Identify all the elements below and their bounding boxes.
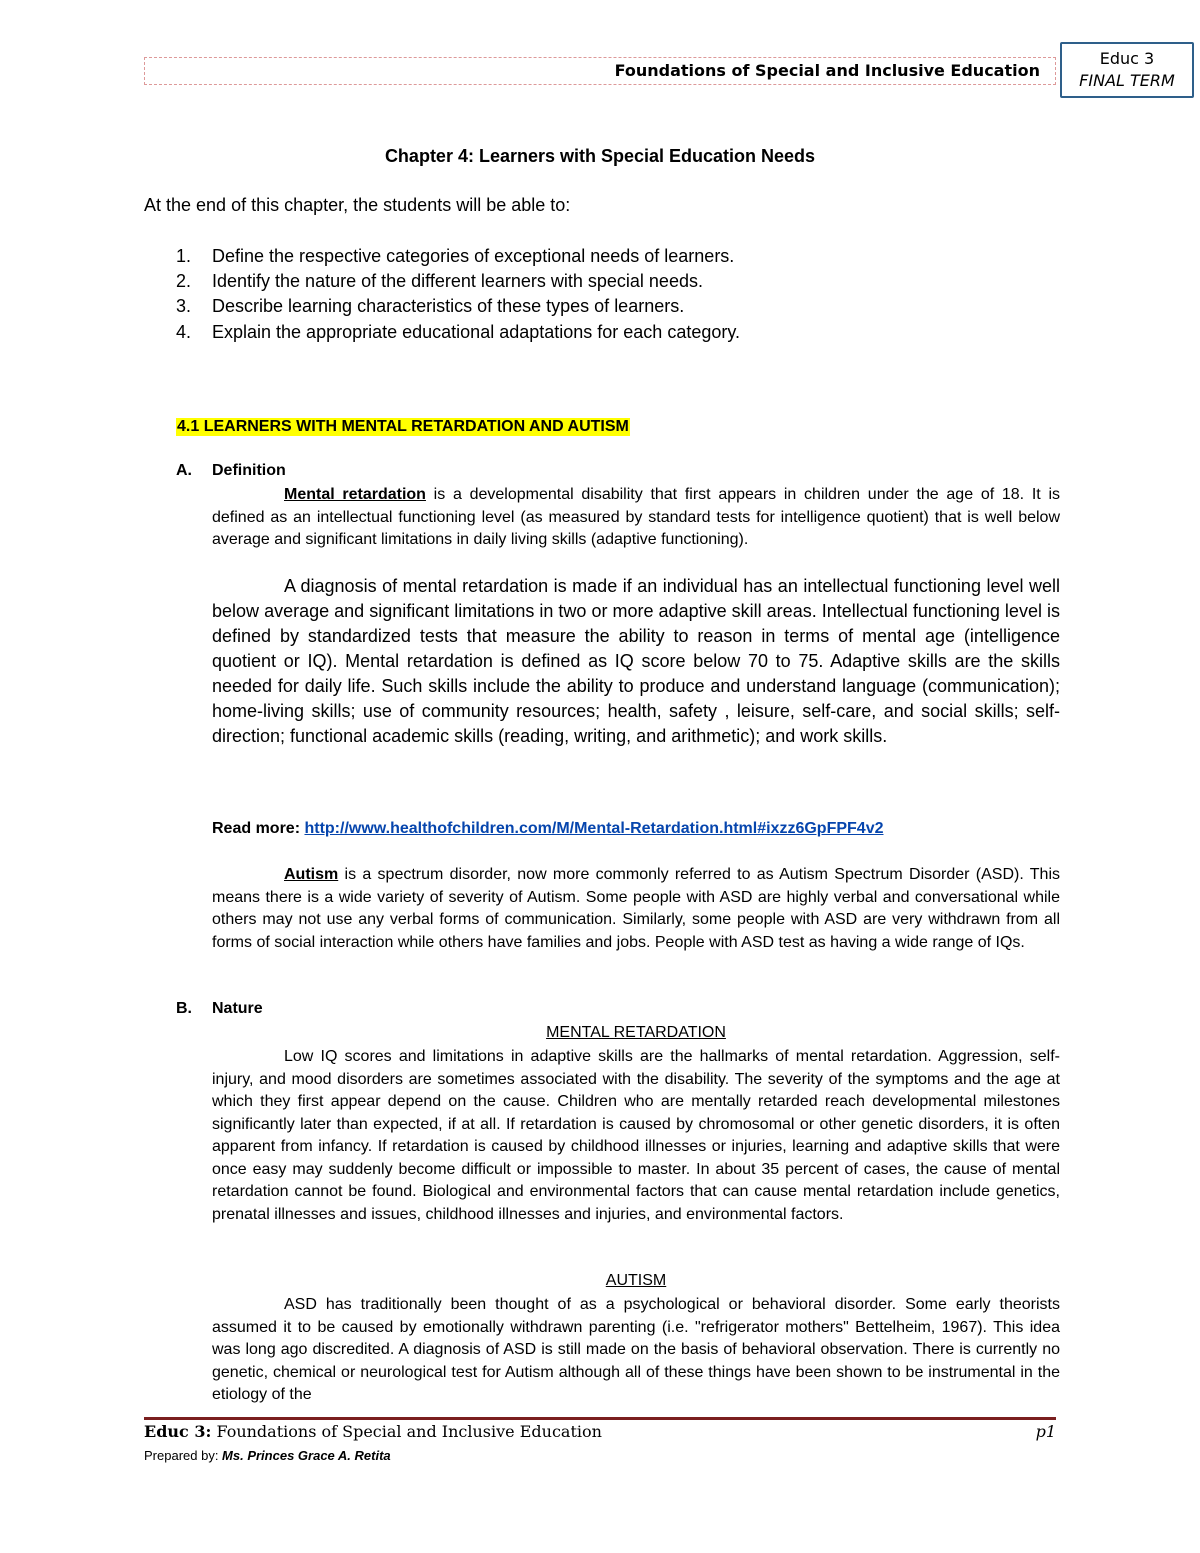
course-tag-term: FINAL TERM: [1079, 71, 1175, 90]
footer-course-title: Foundations of Special and Inclusive Education: [211, 1422, 602, 1441]
term-mental-retardation: Mental retardation: [284, 486, 426, 503]
objective-item: [176, 296, 684, 317]
footer-prepared: [144, 1448, 391, 1463]
definition-paragraph: [212, 484, 1060, 552]
footer-course: [144, 1422, 602, 1441]
chapter-title: Chapter 4: Learners with Special Education Needs: [384, 146, 816, 166]
objective-item: [176, 246, 734, 267]
objective-text: Define the respective categories of exceptional needs of learners.: [212, 246, 735, 266]
subsection-definition: [176, 462, 286, 480]
prepared-name: Ms. Princes Grace A. Retita: [222, 1448, 391, 1463]
header-title: Foundations of Special and Inclusive Education: [614, 61, 1040, 80]
intro-text: At the end of this chapter, the students will be able to:: [144, 195, 571, 215]
objective-number: 3.: [176, 296, 192, 316]
course-tag-code: Educ 3: [1099, 49, 1155, 68]
objective-text: Describe learning characteristics of these types of learners.: [212, 296, 685, 316]
page-number: p1: [1035, 1422, 1056, 1441]
objective-item: [176, 271, 703, 292]
prepared-label: Prepared by:: [144, 1448, 223, 1463]
read-more-link[interactable]: http://www.healthofchildren.com/M/Mental-Retardation.html#ixzz6GpFPF4v2: [304, 820, 884, 837]
autism-nature: ASD has traditionally been thought of as a psychological or behavioral disorder. Some early theorists assumed it to be caused by emotionally withdrawn parenting (i.e. "refrigerator mothers" Bettelheim, 1967). This idea was long ago discredited. A diagnosis of ASD is still made on the basis of behavioral observation. There is currently no genetic, chemical or neurological test for Autism although all of these things have been shown to be instrumental in the etiology of the: [212, 1296, 1060, 1403]
autism-paragraph: [212, 864, 1060, 954]
mental-retardation-heading: MENTAL RETARDATION: [546, 1024, 726, 1041]
subsection-nature: [176, 1000, 263, 1018]
objective-number: 2.: [176, 271, 192, 291]
footer-course-code: Educ 3:: [144, 1422, 212, 1441]
objective-text: Identify the nature of the different learners with special needs.: [212, 271, 703, 291]
objective-number: 4.: [176, 322, 192, 342]
diagnosis-paragraph: A diagnosis of mental retardation is made if an individual has an intellectual functioning level well below average and significant limitations in two or more adaptive skill areas. Intellectual functioning level is defined by standardized tests that measure the ability to reason in terms of mental age (intelligence quotient or IQ). Mental retardation is defined as IQ score below 70 to 75. Adaptive skills are the skills needed for daily life. Such skills include the ability to produce and understand language (communication); home-living skills; use of community resources; health, safety , leisure, self-care, and social skills; self-direction; functional academic skills (reading, writing, and arithmetic); and work skills.: [212, 576, 1060, 746]
autism-heading: AUTISM: [605, 1272, 667, 1289]
footer-divider: [144, 1417, 1056, 1420]
subsection-letter: B.: [176, 1000, 192, 1017]
course-tag: [1060, 42, 1194, 98]
objective-item: [176, 322, 740, 343]
read-more-label: Read more:: [212, 820, 305, 837]
objective-text: Explain the appropriate educational adaptations for each category.: [212, 322, 741, 342]
definition-text: is a developmental disability that first appears in children under the age of 18. It is defined as an intellectual functioning level (as measured by standard tests for intelligence quotient) that is well below average and significant limitations in daily living skills (adaptive functioning).: [212, 486, 1061, 548]
section-heading: 4.1 LEARNERS WITH MENTAL RETARDATION AND AUTISM: [177, 418, 629, 435]
subsection-title: Definition: [212, 462, 286, 479]
term-autism: Autism: [284, 866, 339, 883]
subsection-title: Nature: [212, 1000, 263, 1017]
autism-definition-text: is a spectrum disorder, now more commonly referred to as Autism Spectrum Disorder (ASD). This means there is a wide variety of severity of Autism. Some people with ASD are highly verbal and conversational while others may not use any verbal forms of communication. Similarly, some people with ASD are very withdrawn from all forms of social interaction while others have families and jobs. People with ASD test as having a wide range of IQs.: [212, 866, 1060, 951]
read-more: [212, 820, 883, 838]
subsection-letter: A.: [176, 462, 192, 479]
objective-number: 1.: [176, 246, 192, 266]
mental-retardation-nature: Low IQ scores and limitations in adaptive skills are the hallmarks of mental retardation. Aggression, self-injury, and mood disorders are sometimes associated with the disability. The severity of the symptoms and the age at which they first appear depend on the cause. Children who are mentally retarded reach developmental milestones significantly later than expected, if at all. If retardation is caused by chromosomal or other genetic disorders, it is often apparent from infancy. If retardation is caused by childhood illnesses or injuries, learning and adaptive skills that were once easy may suddenly become difficult or impossible to master. In about 35 percent of cases, the cause of mental retardation cannot be found. Biological and environmental factors that can cause mental retardation include genetics, prenatal illnesses and issues, childhood illnesses and injuries, and environmental factors.: [212, 1048, 1060, 1223]
